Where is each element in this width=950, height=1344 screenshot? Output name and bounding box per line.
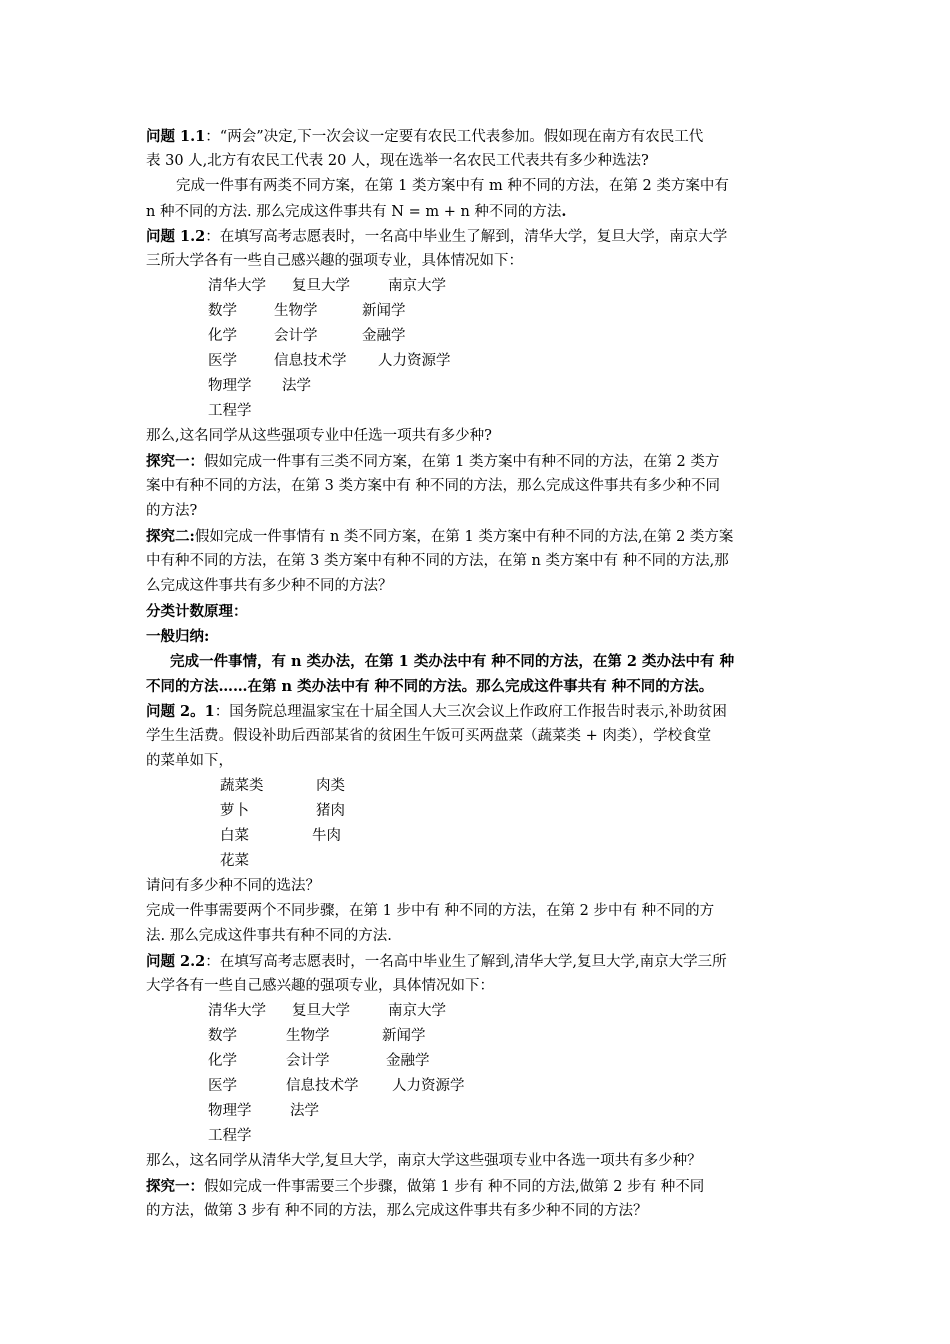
q1-2-question: 那么,这名同学从这些强项专业中任选一项共有多少种? — [146, 428, 492, 444]
explore1-line-1 — [146, 449, 810, 474]
explore1-label: 探究一： — [146, 453, 204, 470]
principle2-line-2: 法. 那么完成这件事共有种不同的方法. — [146, 928, 392, 944]
table-cell: 数学 — [208, 1028, 237, 1044]
table-cell: 金融学 — [362, 328, 406, 344]
table-cell: 会计学 — [274, 328, 318, 344]
q2-1-line-3: 的菜单如下， — [146, 753, 233, 769]
explore3-line-2: 的方法，做第 3 步有 种不同的方法，那么完成这件事共有多少种不同的方法？ — [146, 1203, 648, 1219]
q2-1-line-2: 学生生活费。假设补助后西部某省的贫困生午饭可买两盘菜（蔬菜类 + 肉类），学校食堂 — [146, 728, 712, 744]
table-cell: 数学 — [208, 303, 237, 319]
explore2-line-1 — [146, 524, 810, 549]
general-line-1: 完成一件事情，有 n 类办法，在第 1 类办法中有 种不同的方法，在第 2 类办法中有 种 — [170, 653, 735, 670]
classify-title: 分类计数原理： — [146, 603, 248, 620]
table-cell: 医学 — [208, 353, 237, 369]
table-cell: 白菜 — [220, 828, 249, 844]
principle2-line-1: 完成一件事需要两个不同步骤，在第 1 步中有 种不同的方法，在第 2 步中有 种不同的方 — [146, 903, 715, 919]
q1-1-text-1: ：“两会”决定,下一次会议一定要有农民工代表参加。假如现在南方有农民工代 — [205, 129, 704, 145]
table-cell: 南京大学 — [388, 278, 446, 294]
table-cell: 化学 — [208, 1053, 237, 1069]
table-cell: 信息技术学 — [274, 353, 347, 369]
table-row — [146, 824, 810, 849]
table-row — [146, 399, 810, 424]
q2-1-question: 请问有多少种不同的选法？ — [146, 878, 320, 894]
table-row — [146, 324, 810, 349]
explore2-line-2: 中有种不同的方法，在第 3 类方案中有种不同的方法，在第 n 类方案中有 种不同的方法,那 — [146, 553, 729, 569]
table-row — [146, 849, 810, 874]
explore3-text-1: 假如完成一件事需要三个步骤，做第 1 步有 种不同的方法,做第 2 步有 种不同 — [204, 1179, 705, 1195]
explore3-line-1 — [146, 1174, 810, 1199]
principle1-line-2 — [146, 199, 810, 224]
table-row — [146, 1049, 810, 1074]
q1-2-label: 问题 1.2 — [146, 228, 206, 245]
table-cell: 肉类 — [316, 778, 345, 794]
table-row — [146, 299, 810, 324]
explore2-text-1: 假如完成一件事情有 n 类不同方案，在第 1 类方案中有种不同的方法,在第 2 类方案 — [194, 529, 734, 545]
majors-table-1 — [146, 274, 810, 424]
explore1-line-3: 的方法? — [146, 503, 198, 519]
table-cell: 萝卜 — [220, 803, 249, 819]
q2-1-text-1: ：国务院总理温家宝在十届全国人大三次会议上作政府工作报告时表示,补助贫困 — [214, 704, 727, 720]
majors-table-2 — [146, 999, 810, 1149]
principle1-line-1: 完成一件事有两类不同方案，在第 1 类方案中有 m 种不同的方法，在第 2 类方案中有 — [176, 178, 729, 194]
table-row — [146, 1099, 810, 1124]
table-row — [146, 799, 810, 824]
q1-2-line-2: 三所大学各有一些自己感兴趣的强项专业，具体情况如下： — [146, 253, 523, 269]
table-cell: 猪肉 — [316, 803, 345, 819]
table-cell: 蔬菜类 — [220, 778, 264, 794]
table-cell: 工程学 — [208, 403, 252, 419]
q2-1-label: 问题 2。1 — [146, 703, 215, 720]
table-cell: 会计学 — [286, 1053, 330, 1069]
table-cell: 清华大学 — [208, 1003, 266, 1019]
table-row — [146, 1024, 810, 1049]
principle1-text-2: n 种不同的方法. 那么完成这件事共有 N = m + n 种不同的方法 — [146, 204, 562, 220]
table-row — [146, 274, 810, 299]
q2-2-label: 问题 2.2 — [146, 953, 206, 970]
table-cell: 南京大学 — [388, 1003, 446, 1019]
general-title: 一般归纳: — [146, 628, 210, 645]
q2-1-line-1 — [146, 699, 810, 724]
table-row — [146, 774, 810, 799]
q1-1-line-1 — [146, 124, 810, 149]
explore2-line-3: 么完成这件事共有多少种不同的方法？ — [146, 578, 393, 594]
q2-2-question: 那么，这名同学从清华大学,复旦大学，南京大学这些强项专业中各选一项共有多少种？ — [146, 1153, 702, 1169]
table-row — [146, 1074, 810, 1099]
table-cell: 生物学 — [274, 303, 318, 319]
table-cell: 化学 — [208, 328, 237, 344]
table-cell: 物理学 — [208, 1103, 252, 1119]
explore3-label: 探究一： — [146, 1178, 204, 1195]
table-row — [146, 999, 810, 1024]
explore1-line-2: 案中有种不同的方法，在第 3 类方案中有 种不同的方法，那么完成这件事共有多少种不同 — [146, 478, 721, 494]
general-line-2: 不同的方法……在第 n 类办法中有 种不同的方法。那么完成这件事共有 种不同的方法。 — [146, 678, 714, 695]
q2-2-line-2: 大学各有一些自己感兴趣的强项专业，具体情况如下： — [146, 978, 494, 994]
table-cell: 金融学 — [386, 1053, 430, 1069]
explore1-text-1: 假如完成一件事有三类不同方案，在第 1 类方案中有种不同的方法，在第 2 类方 — [204, 454, 720, 470]
table-cell: 物理学 — [208, 378, 252, 394]
table-row — [146, 349, 810, 374]
table-cell: 工程学 — [208, 1128, 252, 1144]
q1-1-label: 问题 1.1 — [146, 128, 206, 145]
table-cell: 医学 — [208, 1078, 237, 1094]
table-cell: 法学 — [290, 1103, 319, 1119]
document-body — [146, 124, 810, 1224]
table-cell: 法学 — [282, 378, 311, 394]
table-cell: 信息技术学 — [286, 1078, 359, 1094]
table-row — [146, 374, 810, 399]
principle1-period: . — [561, 203, 567, 220]
menu-table — [146, 774, 810, 874]
table-cell: 生物学 — [286, 1028, 330, 1044]
q1-2-line-1 — [146, 224, 810, 249]
table-cell: 复旦大学 — [292, 1003, 350, 1019]
table-cell: 新闻学 — [382, 1028, 426, 1044]
table-cell: 清华大学 — [208, 278, 266, 294]
explore2-label: 探究二: — [146, 528, 195, 545]
table-cell: 人力资源学 — [392, 1078, 465, 1094]
table-cell: 牛肉 — [312, 828, 341, 844]
table-cell: 复旦大学 — [292, 278, 350, 294]
q2-2-text-1: ：在填写高考志愿表时，一名高中毕业生了解到,清华大学,复旦大学,南京大学三所 — [205, 954, 727, 970]
table-cell: 人力资源学 — [378, 353, 451, 369]
table-cell: 新闻学 — [362, 303, 406, 319]
table-row — [146, 1124, 810, 1149]
q2-2-line-1 — [146, 949, 810, 974]
table-cell: 花菜 — [220, 853, 249, 869]
q1-1-line-2: 表 30 人,北方有农民工代表 20 人，现在选举一名农民工代表共有多少种选法? — [146, 153, 649, 169]
q1-2-text-1: ：在填写高考志愿表时，一名高中毕业生了解到，清华大学，复旦大学，南京大学 — [205, 229, 728, 245]
